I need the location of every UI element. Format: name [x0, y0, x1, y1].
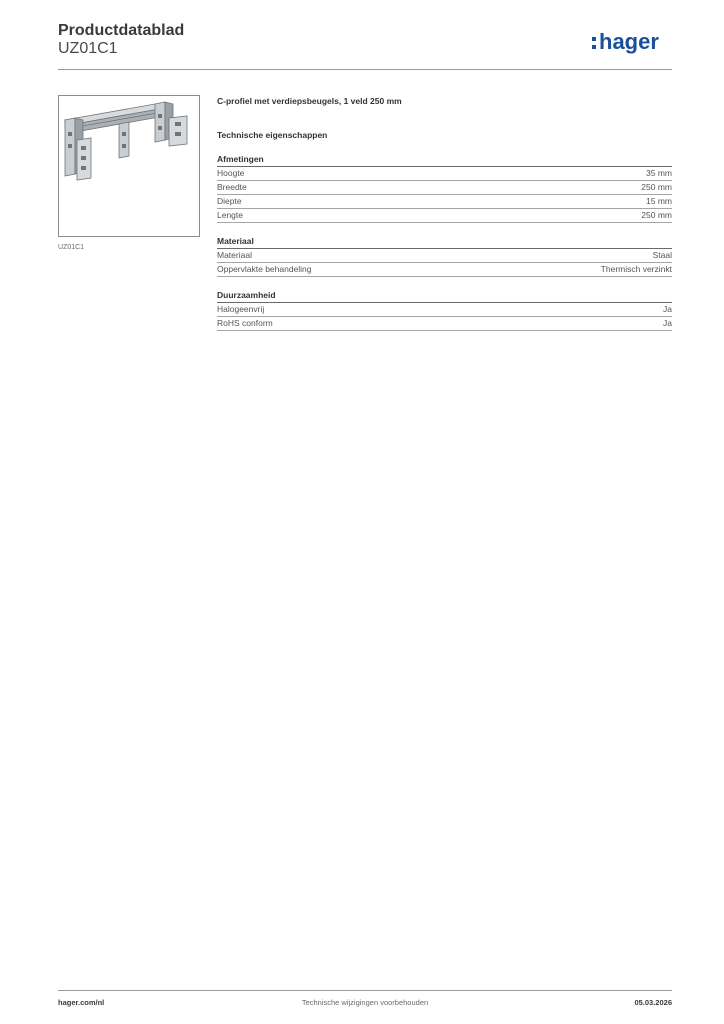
spec-row — [217, 263, 672, 277]
spec-label: Hoogte — [217, 168, 245, 178]
website-link[interactable]: hager.com/nl — [58, 998, 105, 1007]
spec-value: 35 mm — [646, 168, 672, 178]
spec-value: 250 mm — [641, 182, 672, 192]
spec-row — [217, 303, 672, 317]
spec-value: Staal — [652, 250, 672, 260]
spec-row — [217, 195, 672, 209]
product-code: UZ01C1 — [58, 40, 118, 57]
disclaimer-text: Technische wijzigingen voorbehouden — [301, 998, 429, 1007]
spec-group-duurzaamheid — [217, 289, 672, 331]
document-title: Productdatablad — [58, 22, 185, 39]
header-divider — [58, 69, 672, 70]
spec-group-title: Duurzaamheid — [217, 289, 672, 303]
document-date: 05.03.2026 — [634, 998, 672, 1007]
product-title: C-profiel met verdiepsbeugels, 1 veld 250 mm — [217, 96, 402, 106]
spec-value: Ja — [663, 304, 672, 314]
spec-label: Breedte — [217, 182, 247, 192]
spec-value: 250 mm — [641, 210, 672, 220]
spec-row — [217, 249, 672, 263]
section-title: Technische eigenschappen — [217, 130, 328, 140]
image-caption: UZ01C1 — [58, 244, 85, 251]
spec-row — [217, 181, 672, 195]
spec-group-title: Afmetingen — [217, 153, 672, 167]
spec-row — [217, 317, 672, 331]
footer-divider — [58, 990, 672, 991]
spec-group-title: Materiaal — [217, 235, 672, 249]
spec-label: Materiaal — [217, 250, 252, 260]
spec-value: Ja — [663, 318, 672, 328]
spec-label: Lengte — [217, 210, 243, 220]
spec-row — [217, 209, 672, 223]
spec-label: RoHS conform — [217, 318, 273, 328]
spec-value: Thermisch verzinkt — [600, 264, 672, 274]
hager-logo — [590, 26, 672, 56]
spec-group-afmetingen — [217, 153, 672, 223]
spec-row — [217, 167, 672, 181]
document-footer — [58, 998, 672, 1010]
spec-label: Halogeenvrij — [217, 304, 265, 314]
product-image — [58, 95, 200, 237]
spec-value: 15 mm — [646, 196, 672, 206]
product-details — [217, 95, 672, 331]
document-header — [58, 20, 672, 70]
spec-group-materiaal — [217, 235, 672, 277]
spec-label: Oppervlakte behandeling — [217, 264, 312, 274]
spec-label: Diepte — [217, 196, 242, 206]
logo-text: hager — [599, 29, 659, 54]
c-profile-bracket-illustration — [59, 96, 199, 236]
